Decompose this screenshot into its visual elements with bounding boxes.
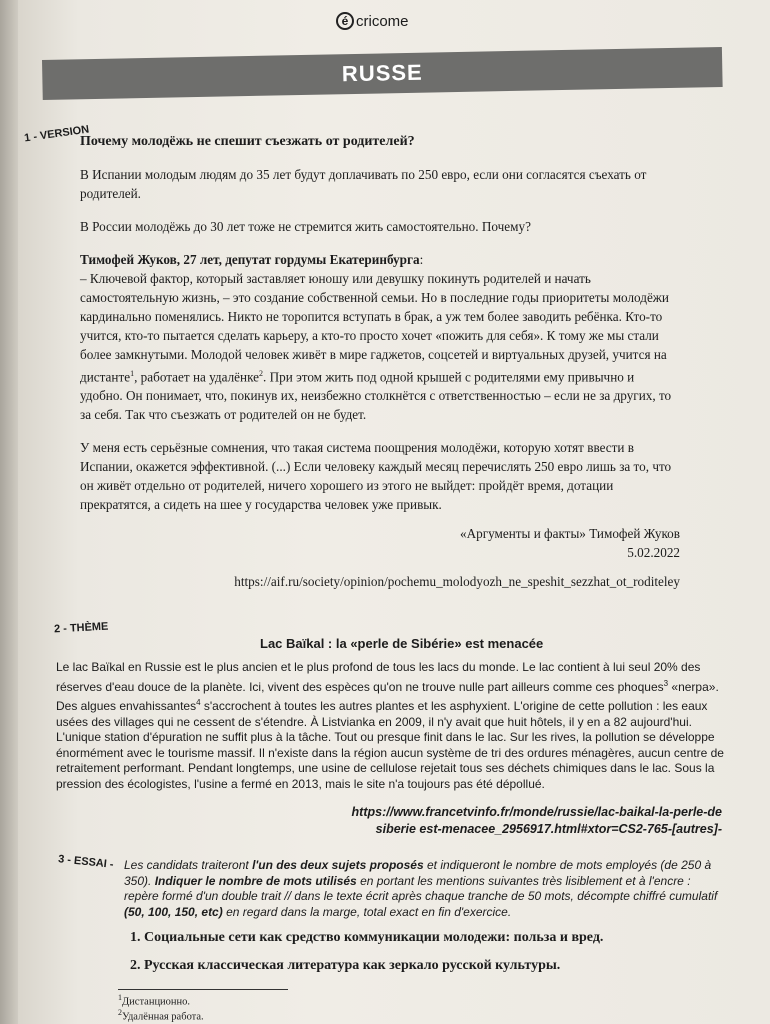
theme-text-b: «nerpa». Des algues envahissantes — [56, 679, 719, 713]
essai-i4: en regard dans la marge, total exact en fin d'exercice. — [222, 904, 512, 919]
essai-instructions — [124, 858, 728, 920]
topic-2-text: Русская классическая литература как зеркало русской культуры. — [144, 958, 561, 973]
book-binding — [0, 0, 18, 1024]
subject-title: RUSSE — [341, 59, 423, 87]
theme-text-c: s'accrochent à toutes les autres plantes et les asphyxient. L'origine de cette pollution : les eaux usées des villages qui ne cessent de s'étendre. À Listvianka en 2009, il n'y avait que huit hôtels, il y en a 82 aujourd'hui. L'unique station d'épuration ne suffit plus à la tâche. Tout ou presque finit dans le lac. Sur les rives, la pollution se développe énormément avec le tourisme massif. Il n'existe dans la région aucun système de tri des ordures ménagères, aucun centre de retraitement performant. Pendant longtemps, une usine de cellulose rejetait tous ses déchets chimiques dans le lac. Sous la pression des écologistes, l'usine a fermé en 2013, mais le site n'a toujours pas été dépollué. — [56, 699, 724, 791]
section-label-version: 1 - VERSION — [23, 123, 90, 145]
essai-b1: l'un des deux sujets proposés — [252, 858, 424, 872]
theme-url: https://www.francetvinfo.fr/monde/russie/lac-baikal-la-perle-de siberie est-menacee_2956917.html#xtor=CS2-765-[autres]- — [351, 805, 722, 836]
footnote-ref-4: 4 — [196, 698, 201, 707]
footnote-2 — [118, 1008, 204, 1023]
footnote-divider — [118, 989, 288, 990]
logo-e-icon: é — [336, 12, 354, 30]
essay-topic-1 — [130, 930, 603, 946]
essai-b3: (50, 100, 150, etc) — [124, 904, 223, 919]
theme-title: Lac Baïkal : la «perle de Sibérie» est menacée — [260, 636, 544, 651]
footnote-1-text: Дистанционно. — [122, 996, 191, 1008]
footnote-ref-1: 1 — [130, 369, 135, 378]
topic-1-number: 1. — [130, 930, 141, 945]
section-label-essai: 3 - ESSAI - — [57, 853, 115, 871]
p3-part-b: , работает на удалёнке — [134, 369, 260, 385]
p3-part-a: – Ключевой фактор, который заставляет юношу или девушку покинуть родителей и начать самостоятельную жизнь, – это создание собственной семьи. Но в последние годы приоритеты молодёжи кардинально поменялись. Никто не торопится вступать в брак, а уж тем более заводить ребёнка. Кто-то учится, кто-то пытается сделать карьеру, а кто-то просто хочет «пожить для себя». К тому же мы стали более замкнутыми. Молодой человек живёт в мире гаджетов, соцсетей и виртуальных друзей, учится на дистанте — [80, 271, 669, 385]
version-date: 5.02.2022 — [627, 545, 680, 561]
footnote-2-number: 2 — [118, 1008, 122, 1017]
theme-text-a: Le lac Baïkal en Russie est le plus ancien et le plus profond de tous les lacs du monde. Le lac contient à lui seul 20% des réserves d'eau douce de la planète. Ici, vivent des espèces qu'on ne trouve nulle part ailleurs comme ces phoques — [56, 660, 701, 694]
version-paragraph-2: В России молодёжь до 30 лет тоже не стремится жить самостоятельно. Почему? — [80, 219, 531, 234]
logo-text: cricome — [356, 12, 409, 30]
version-section — [80, 132, 680, 591]
footnote-1-number: 1 — [118, 993, 122, 1002]
section-label-theme: 2 - THÈME — [53, 620, 109, 636]
essai-i2: et indiqueront le nombre de mots employés (de 250 à 350). — [124, 858, 712, 888]
footnote-ref-2: 2 — [259, 369, 264, 378]
ecricome-logo — [336, 12, 409, 30]
footnote-1 — [118, 993, 190, 1008]
version-paragraph-1: В Испании молодым людям до 35 лет будут доплачивать по 250 евро, если они согласятся съехать от родителей. — [80, 167, 647, 201]
essay-topic-2 — [130, 958, 560, 974]
version-paragraph-4: У меня есть серьёзные сомнения, что такая система поощрения молодёжи, которую хотят ввести в Испании, окажется эффективной. (...) Если человеку каждый месяц перечислять 250 евро лишь за то, что он живёт отдельно от родителей, ничего хорошего из этого не выйдет: пройдёт время, дотации прекратятся, а сидеть на шее у государства человек уже привык. — [80, 440, 672, 513]
speaker-colon: : — [419, 252, 424, 267]
topic-2-number: 2. — [130, 958, 141, 973]
essai-i1: Les candidats traiteront — [124, 858, 253, 872]
version-paragraph-3 — [80, 250, 680, 424]
theme-text — [56, 660, 724, 792]
subject-banner — [42, 47, 723, 100]
essai-i3: en portant les mentions suivantes très lisiblement et à l'encre : repère formé d'un double trait // dans le texte écrit après chaque tranche de 50 mots, décompte chiffré cumulatif — [124, 873, 718, 903]
footnote-2-text: Удалённая работа. — [122, 1011, 204, 1023]
version-url: https://aif.ru/society/opinion/pochemu_molodyozh_ne_speshit_sezzhat_ot_roditeley — [234, 574, 680, 590]
speaker-name: Тимофей Жуков, 27 лет, депутат гордумы Екатеринбурга — [80, 252, 420, 267]
p3-part-c: . При этом жить под одной крышей с родителями ему привычно и удобно. Он понимает, что, покинув их, неизбежно столкнётся с ответственностью – если не за других, то за себя. Так что съезжать от родителей он не будет. — [80, 369, 672, 423]
version-title: Почему молодёжь не спешит съезжать от родителей? — [80, 134, 415, 149]
footnote-ref-3: 3 — [663, 678, 669, 688]
version-source: «Аргументы и факты» Тимофей Жуков — [459, 526, 680, 542]
topic-1-text: Социальные сети как средство коммуникации молодежи: польза и вред. — [144, 930, 604, 945]
essai-b2: Indiquer le nombre de mots utilisés — [154, 873, 357, 888]
exam-page — [18, 0, 770, 1024]
